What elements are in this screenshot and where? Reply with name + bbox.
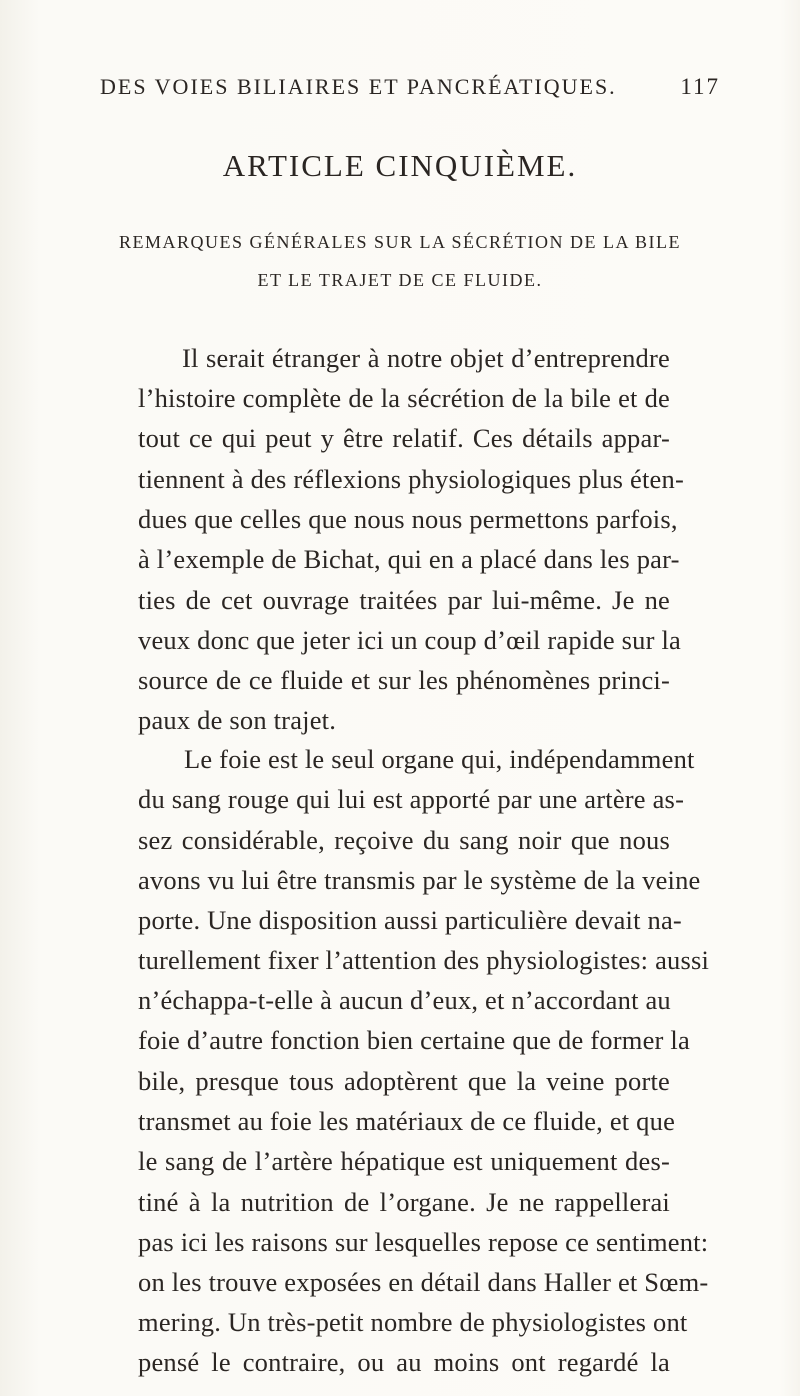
text-line: du sang rouge qui lui est apporté par une artère as- [138,784,685,814]
text-line: l’histoire complète de la sécrétion de la bile et de [138,383,670,413]
text-line: mering. Un très-petit nombre de physiologistes ont [138,1307,688,1337]
text-line: dues que celles que nous nous permettons parfois, [138,504,678,534]
text-line: veux donc que jeter ici un coup d’œil rapide sur la [138,625,681,655]
article-subtitle-line-2: ET LE TRAJET DE CE FLUIDE. [257,270,543,290]
text-line: source de ce fluide et sur les phénomènes princi- [138,665,670,695]
text-line: tout ce qui peut y être relatif. Ces détails appar- [138,423,670,453]
text-line: tiné à la nutrition de l’organe. Je ne rappellerai [138,1187,670,1217]
text-line: pas ici les raisons sur lesquelles repose ce sentiment: [138,1227,709,1257]
text-line: on les trouve exposées en détail dans Haller et Sœm- [138,1267,709,1297]
text-line: bile, presque tous adoptèrent que la veine porte [138,1066,670,1096]
text-line: turellement fixer l’attention des physiologistes: aussi [138,945,710,975]
page-number: 117 [680,74,720,99]
running-title: DES VOIES BILIAIRES ET PANCRÉATIQUES. [100,74,617,99]
text-line: à l’exemple de Bichat, qui en a placé dans les par- [138,544,680,574]
text-line: avons vu lui être transmis par le système de la veine [138,865,701,895]
article-subtitle-line-1: REMARQUES GÉNÉRALES SUR LA SÉCRÉTION DE LA BILE [118,232,681,252]
text-line: Le foie est le seul organe qui, indépendamment [184,744,695,774]
text-line: sez considérable, reçoive du sang noir que nous [138,825,670,855]
text-line: tiennent à des réflexions physiologiques plus éten- [138,464,684,494]
text-line: le sang de l’artère hépatique est uniquement des- [138,1146,670,1176]
text-line: pensé le contraire, ou au moins ont regardé la [138,1347,670,1377]
text-line: Il serait étranger à notre objet d’entreprendre [182,343,670,373]
article-title: ARTICLE CINQUIÈME. [222,148,578,183]
text-line: n’échappa-t-elle à aucun d’eux, et n’accordant au [138,985,671,1015]
text-line: paux de son trajet. [138,705,337,735]
text-line: transmet au foie les matériaux de ce fluide, et que [138,1106,676,1136]
text-line: foie d’autre fonction bien certaine que de former la [138,1025,690,1055]
text-line: porte. Une disposition aussi particulière devait na- [138,905,682,935]
text-line: ties de cet ouvrage traitées par lui-même. Je ne [138,585,670,615]
